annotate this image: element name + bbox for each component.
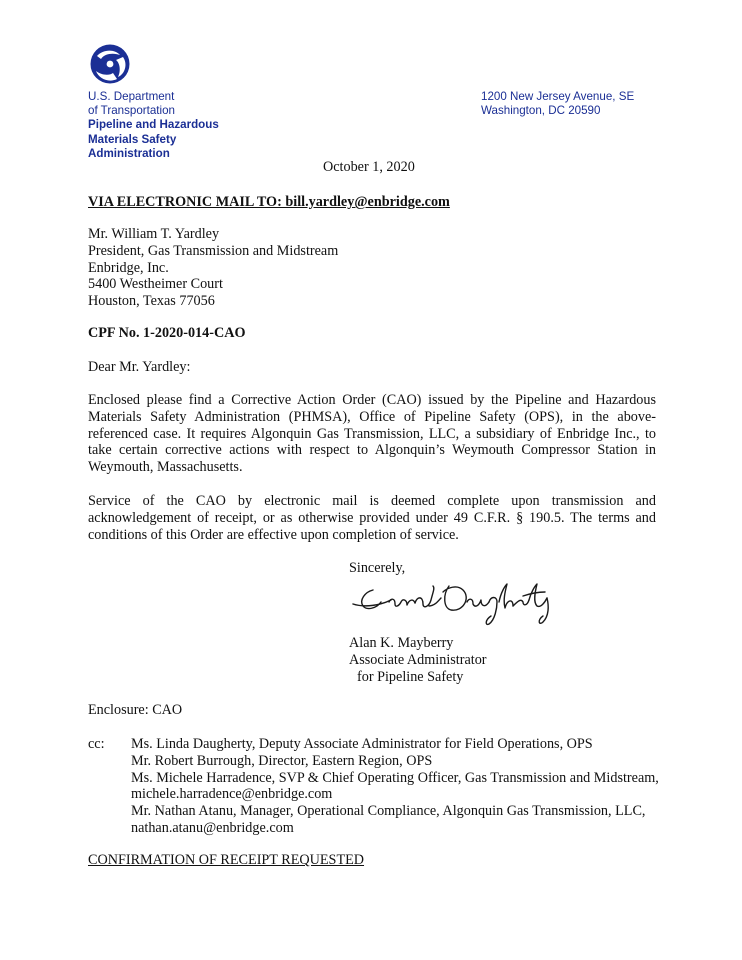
cc-entry: Ms. Linda Daugherty, Deputy Associate Administrator for Field Operations, OPS <box>131 736 593 752</box>
via-email-line: VIA ELECTRONIC MAIL TO: bill.yardley@enbridge.com <box>88 194 450 210</box>
recipient-line: Enbridge, Inc. <box>88 259 169 276</box>
address-line: 1200 New Jersey Avenue, SE <box>481 90 635 103</box>
confirmation-requested: CONFIRMATION OF RECEIPT REQUESTED <box>88 852 365 868</box>
cc-entry: Ms. Michele Harradence, SVP & Chief Operating Officer, Gas Transmission and Midstream, michele.harradence@enbridge.com <box>131 769 659 803</box>
enclosure-line: Enclosure: CAO <box>88 702 183 718</box>
closing-sincerely: Sincerely, <box>349 560 406 576</box>
handwritten-signature <box>351 578 556 630</box>
cpf-number: CPF No. 1-2020-014-CAO <box>88 325 246 341</box>
administration-line: Materials Safety <box>88 132 177 146</box>
cc-entry: Mr. Robert Burrough, Director, Eastern Region, OPS <box>131 752 433 769</box>
dot-logo-icon <box>90 44 130 84</box>
body-paragraph-2: Service of the CAO by electronic mail is deemed complete upon transmission and acknowledgement of receipt, or as otherwise provided under 49 C.F.R. § 190.5. The terms and conditions of this Order are effective upon completion of service. <box>88 493 656 543</box>
cc-label: cc: <box>88 736 105 752</box>
signer-name: Alan K. Mayberry <box>349 635 454 651</box>
letter-date: October 1, 2020 <box>323 159 415 175</box>
salutation: Dear Mr. Yardley: <box>88 359 191 375</box>
agency-block <box>88 90 219 161</box>
administration-line: Administration <box>88 146 170 160</box>
signer-block <box>349 635 487 685</box>
address-line: Washington, DC 20590 <box>481 104 601 118</box>
cc-entry: Mr. Nathan Atanu, Manager, Operational Compliance, Algonquin Gas Transmission, LLC, nathan.atanu@enbridge.com <box>131 803 646 836</box>
body-paragraph-1: Enclosed please find a Corrective Action Order (CAO) issued by the Pipeline and Hazardous Materials Safety Administration (PHMSA), Office of Pipeline Safety (OPS), in the above-referenced case. It requires Algonquin Gas Transmission, LLC, a subsidiary of Enbridge Inc., to take certain corrective actions with respect to Algonquin’s Weymouth Compressor Station in Weymouth, Massachusetts. <box>88 392 656 476</box>
recipient-line: 5400 Westheimer Court <box>88 276 223 293</box>
recipient-line: President, Gas Transmission and Midstream <box>88 242 339 259</box>
agency-address <box>481 90 634 118</box>
signer-title: Associate Administrator <box>349 651 487 668</box>
department-line: of Transportation <box>88 104 176 118</box>
cc-list <box>131 736 671 837</box>
recipient-address <box>88 226 338 310</box>
signer-title: for Pipeline Safety <box>357 668 464 685</box>
recipient-line: Houston, Texas 77056 <box>88 293 215 310</box>
recipient-line: Mr. William T. Yardley <box>88 226 220 242</box>
department-line: U.S. Department <box>88 90 175 103</box>
administration-line: Pipeline and Hazardous <box>88 118 219 132</box>
